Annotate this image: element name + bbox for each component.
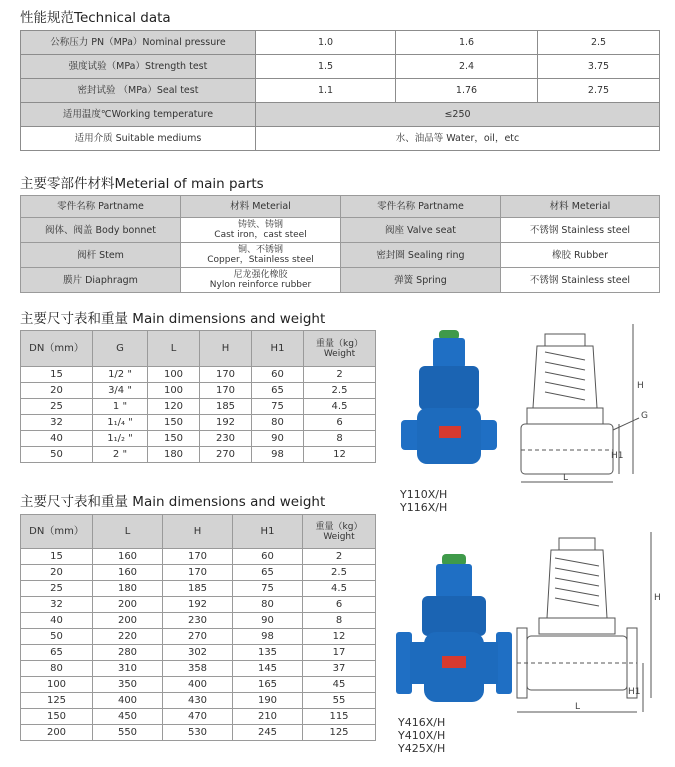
model-label: Y416X/H [398,716,446,729]
cell: 80 [252,415,304,431]
table-row [21,103,660,127]
cell: 32 [21,597,93,613]
table-row [21,367,376,383]
valve-outlet-flange [496,632,512,694]
material-en: Nylon reinforce rubber [209,280,312,290]
cell: 400 [93,693,163,709]
cell: 210 [233,709,303,725]
cell: 3.75 [538,55,660,79]
technical-data-title: 性能规范Technical data [20,10,171,26]
drawing-spring [545,352,585,400]
header-cell: L [93,515,163,549]
header-cell: H1 [233,515,303,549]
table-row [21,629,376,645]
part-name: 弹簧 Spring [341,268,501,293]
cell: 200 [93,613,163,629]
cell: 4.5 [304,399,376,415]
cell: 2.5 [303,565,376,581]
model-label: Y410X/H [398,729,446,742]
cell: 358 [163,661,233,677]
material-cell [181,243,341,268]
table-row [21,431,376,447]
header-cell: H1 [252,331,304,367]
header-cell: H [163,515,233,549]
cell: 25 [21,399,93,415]
working-temperature-label: 适用温度℃Working temperature [21,103,256,127]
cell: 230 [163,613,233,629]
material-cell [181,218,341,243]
cell: 120 [148,399,200,415]
seal-test-label: 密封试验 （MPa）Seal test [21,79,256,103]
cell: 37 [303,661,376,677]
cell: 160 [93,549,163,565]
valve-inlet-flange [396,632,412,694]
cell: 170 [200,367,252,383]
cell: 6 [303,597,376,613]
header-cell: DN（mm） [21,515,93,549]
header-cell: 材料 Meterial [181,196,341,218]
technical-data-table [20,30,660,151]
cell: 302 [163,645,233,661]
cell: 185 [163,581,233,597]
cell: 40 [21,431,93,447]
cell: 310 [93,661,163,677]
flanged-valve-drawing [515,528,665,728]
dimensions-title-2: 主要尺寸表和重量 Main dimensions and weight [20,494,326,510]
cell: 150 [21,709,93,725]
cell: 4.5 [303,581,376,597]
flanged-valve-photo [392,548,517,713]
cell: 80 [233,597,303,613]
cell: 2.75 [538,79,660,103]
dimensions-table-1 [20,330,376,463]
valve-bonnet-top [433,338,465,368]
table-row [21,693,376,709]
cell: 150 [148,431,200,447]
header-cell: L [148,331,200,367]
material-en: Copper，Stainless steel [207,255,314,265]
suitable-mediums-value: 水、油品等 Water，oil，etc [256,127,660,151]
cell: 12 [303,629,376,645]
cell: 2.5 [304,383,376,399]
cell: 50 [21,629,93,645]
cell: 1 " [93,399,148,415]
model-label: Y116X/H [400,501,448,514]
table-row [21,613,376,629]
header-cell: 零件名称 Partname [21,196,181,218]
cell: 1.5 [256,55,396,79]
cell: 192 [163,597,233,613]
dimensions-title-1: 主要尺寸表和重量 Main dimensions and weight [20,311,326,327]
cell: 100 [148,367,200,383]
cell: 270 [200,447,252,463]
cell: 2.4 [396,55,538,79]
weight-cn: 重量（kg） [316,338,363,349]
cell: 180 [148,447,200,463]
header-cell: 材料 Meterial [501,196,660,218]
cell: 115 [303,709,376,725]
table-row [21,581,376,597]
cell: 60 [233,549,303,565]
cell: 280 [93,645,163,661]
cell: 125 [21,693,93,709]
table-row [21,645,376,661]
table-row [21,549,376,565]
cell: 65 [252,383,304,399]
material-cn: 尼龙强化橡胶 [233,270,288,280]
threaded-valve-drawing [515,318,665,490]
material-cell: 不锈钢 Stainless steel [501,218,660,243]
material-cell [181,268,341,293]
cell: 550 [93,725,163,741]
material-cell: 橡胶 Rubber [501,243,660,268]
material-cell: 不锈钢 Stainless steel [501,268,660,293]
cell: 20 [21,565,93,581]
table-row [21,709,376,725]
material-cn: 铸铁、铸钢 [237,220,283,230]
cell: 2.5 [538,31,660,55]
table-row [21,677,376,693]
model-labels-top [400,488,447,514]
cell: 1.76 [396,79,538,103]
cell: 17 [303,645,376,661]
model-labels-bottom [398,716,445,755]
materials-title: 主要零部件材料Meterial of main parts [20,176,264,192]
cell: 2 " [93,447,148,463]
part-name: 阀座 Valve seat [341,218,501,243]
cell: 98 [252,447,304,463]
leader-line-g [613,418,639,430]
weight-en: Weight [323,348,356,359]
valve-bonnet-top [436,564,472,598]
cell: 15 [21,367,93,383]
cell: 3/4 " [93,383,148,399]
label-g: G [641,411,648,421]
cell: 2 [303,549,376,565]
cell: 55 [303,693,376,709]
cell: 350 [93,677,163,693]
table-row [21,399,376,415]
cell: 65 [21,645,93,661]
cell: 15 [21,549,93,565]
cell: 430 [163,693,233,709]
valve-label [439,426,461,438]
strength-test-label: 强度试验（MPa）Strength test [21,55,256,79]
suitable-mediums-label: 适用介质 Suitable mediums [21,127,256,151]
valve-label [442,656,466,668]
table-row [21,218,660,243]
model-label: Y425X/H [398,742,446,755]
table-row [21,661,376,677]
label-h1: H1 [628,687,641,697]
cell: 50 [21,447,93,463]
table-row [21,597,376,613]
cell: 530 [163,725,233,741]
table-row [21,565,376,581]
cell: 12 [304,447,376,463]
nominal-pressure-label: 公称压力 PN（MPa）Nominal pressure [21,31,256,55]
table-header-row [21,515,376,549]
cell: 65 [233,565,303,581]
material-cn: 铜、不锈钢 [237,245,283,255]
drawing-body [521,424,613,474]
table-row [21,31,660,55]
cell: 170 [163,549,233,565]
cell: 90 [233,613,303,629]
label-l: L [563,473,569,483]
cell: 270 [163,629,233,645]
valve-bonnet [419,366,479,410]
table-header-row [21,331,376,367]
table-row [21,127,660,151]
label-l: L [575,702,581,712]
cell: 170 [200,383,252,399]
cell: 230 [200,431,252,447]
table-row [21,447,376,463]
cell: 60 [252,367,304,383]
table-row [21,79,660,103]
cell: 1₁/₂ " [93,431,148,447]
part-name: 阀杆 Stem [21,243,181,268]
cell: 450 [93,709,163,725]
header-cell: DN（mm） [21,331,93,367]
part-name: 密封圈 Sealing ring [341,243,501,268]
cell: 220 [93,629,163,645]
cell: 200 [21,725,93,741]
cell: 165 [233,677,303,693]
model-label: Y110X/H [400,488,448,501]
table-row [21,383,376,399]
cell: 400 [163,677,233,693]
table-row [21,268,660,293]
threaded-valve-photo [395,322,505,482]
cell: 190 [233,693,303,709]
label-h1: H1 [611,451,624,461]
drawing-diaphragm [539,618,615,634]
table-row [21,243,660,268]
drawing-cap [545,334,585,346]
cell: 1.6 [396,31,538,55]
cell: 200 [93,597,163,613]
cell: 145 [233,661,303,677]
header-cell [304,331,376,367]
table-header-row [21,196,660,218]
drawing-bonnet [547,550,607,618]
cell: 1₁/₄ " [93,415,148,431]
header-cell: 零件名称 Partname [341,196,501,218]
drawing-bonnet [533,346,597,408]
table-row [21,725,376,741]
label-h: H [637,381,644,391]
valve-bonnet [422,596,486,636]
dimensions-table-2 [20,514,376,741]
cell: 45 [303,677,376,693]
cell: 75 [233,581,303,597]
cell: 8 [304,431,376,447]
cell: 135 [233,645,303,661]
cell: 100 [148,383,200,399]
cell: 100 [21,677,93,693]
cell: 160 [93,565,163,581]
cell: 1.1 [256,79,396,103]
cell: 2 [304,367,376,383]
header-cell: G [93,331,148,367]
cell: 1.0 [256,31,396,55]
part-name: 阀体、阀盖 Body bonnet [21,218,181,243]
cell: 80 [21,661,93,677]
cell: 185 [200,399,252,415]
cell: 245 [233,725,303,741]
cell: 1/2 " [93,367,148,383]
material-en: Cast iron，cast steel [214,230,307,240]
header-cell: H [200,331,252,367]
weight-en: Weight [323,531,355,542]
materials-table [20,195,660,293]
cell: 180 [93,581,163,597]
cell: 170 [163,565,233,581]
cell: 150 [148,415,200,431]
drawing-spring [555,558,599,606]
cell: 192 [200,415,252,431]
part-name: 膜片 Diaphragm [21,268,181,293]
label-h: H [654,593,661,603]
working-temperature-value: ≤250 [256,103,660,127]
weight-cn: 重量（kg） [315,521,363,532]
drawing-cap [559,538,595,550]
header-cell [303,515,376,549]
cell: 125 [303,725,376,741]
cell: 75 [252,399,304,415]
cell: 20 [21,383,93,399]
cell: 470 [163,709,233,725]
cell: 90 [252,431,304,447]
cell: 8 [303,613,376,629]
cell: 6 [304,415,376,431]
table-row [21,415,376,431]
cell: 98 [233,629,303,645]
cell: 25 [21,581,93,597]
table-row [21,55,660,79]
cell: 32 [21,415,93,431]
drawing-diaphragm [527,408,603,424]
cell: 40 [21,613,93,629]
